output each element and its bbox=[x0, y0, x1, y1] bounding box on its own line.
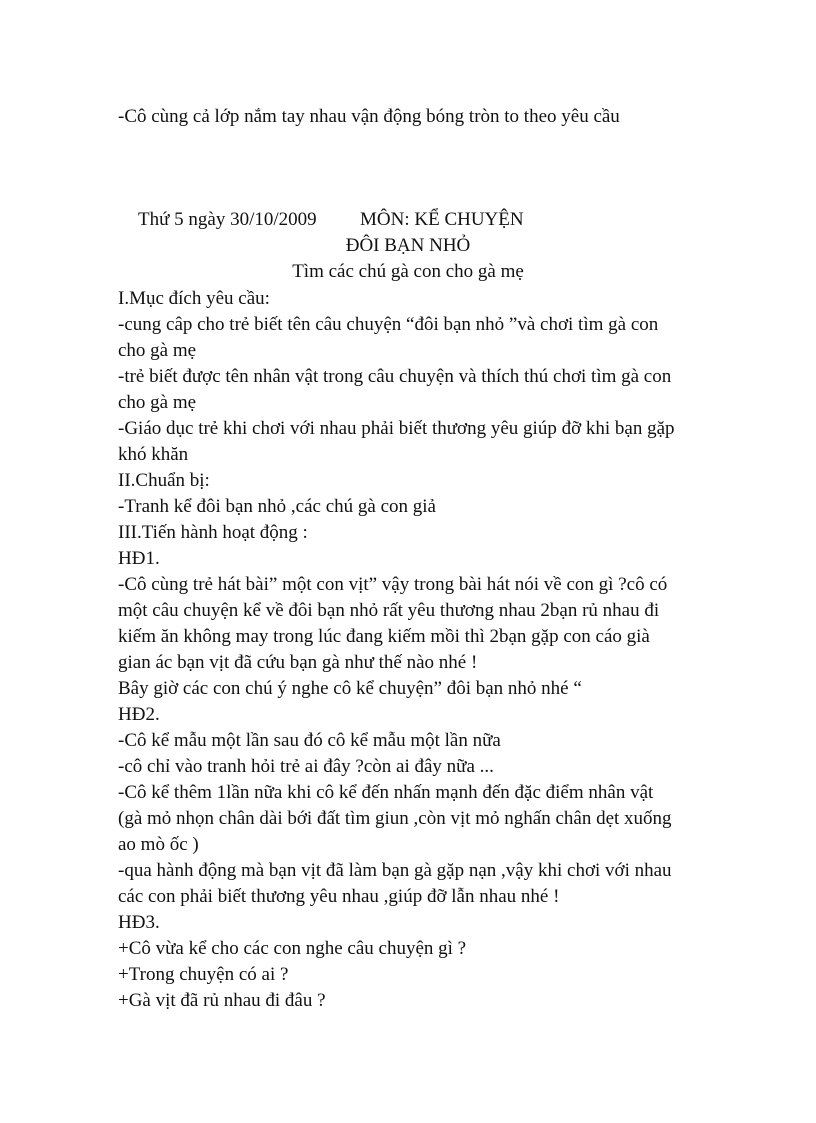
body-line: các con phải biết thương yêu nhau ,giúp đỡ lẫn nhau nhé ! bbox=[118, 886, 560, 907]
body-line: -Tranh kể đôi bạn nhỏ ,các chú gà con giả bbox=[118, 496, 436, 517]
body-line: một câu chuyện kể về đôi bạn nhỏ rất yêu thương nhau 2bạn rủ nhau đi bbox=[118, 600, 660, 621]
activity-heading: HĐ3. bbox=[118, 912, 160, 933]
body-line: cho gà mẹ bbox=[118, 392, 197, 413]
section-heading-1: I.Mục đích yêu cầu: bbox=[118, 288, 270, 309]
body-line: -Cô kể thêm 1lần nữa khi cô kể đến nhấn mạnh đến đặc điểm nhân vật bbox=[118, 782, 654, 803]
activity-heading: HĐ1. bbox=[118, 548, 160, 569]
body-line: -Cô kể mẫu một lần sau đó cô kể mẫu một lần nữa bbox=[118, 730, 501, 751]
body-line: -Giáo dục trẻ khi chơi với nhau phải biết thương yêu giúp đỡ khi bạn gặp bbox=[118, 418, 675, 439]
body-line: (gà mỏ nhọn chân dài bới đất tìm giun ,còn vịt mỏ nghấn chân dẹt xuống bbox=[118, 808, 672, 829]
story-subtitle: Tìm các chú gà con cho gà mẹ bbox=[292, 261, 524, 282]
section-heading-2: II.Chuẩn bị: bbox=[118, 470, 210, 491]
body-line: khó khăn bbox=[118, 444, 189, 465]
body-line: cho gà mẹ bbox=[118, 340, 197, 361]
lesson-date: Thứ 5 ngày 30/10/2009 bbox=[138, 209, 317, 230]
question-line: +Cô vừa kể cho các con nghe câu chuyện gì ? bbox=[118, 938, 467, 959]
body-line: ao mò ốc ) bbox=[118, 834, 199, 855]
intro-line: -Cô cùng cả lớp nắm tay nhau vận động bóng tròn to theo yêu cầu bbox=[118, 106, 620, 127]
lesson-header bbox=[138, 207, 524, 233]
body-line: -cô chỉ vào tranh hỏi trẻ ai đây ?còn ai đây nữa ... bbox=[118, 756, 494, 777]
body-line: -Cô cùng trẻ hát bài” một con vịt” vậy trong bài hát nói về con gì ?cô có bbox=[118, 574, 668, 595]
body-line: -trẻ biết được tên nhân vật trong câu chuyện và thích thú chơi tìm gà con bbox=[118, 366, 672, 387]
question-line: +Gà vịt đã rủ nhau đi đâu ? bbox=[118, 990, 326, 1011]
body-line: Bây giờ các con chú ý nghe cô kể chuyện” đôi bạn nhỏ nhé “ bbox=[118, 678, 582, 699]
question-line: +Trong chuyện có ai ? bbox=[118, 964, 289, 985]
activity-heading: HĐ2. bbox=[118, 704, 160, 725]
body-line: -cung câp cho trẻ biết tên câu chuyện “đôi bạn nhỏ ”và chơi tìm gà con bbox=[118, 314, 659, 335]
lesson-subject: MÔN: KỂ CHUYỆN bbox=[360, 209, 524, 230]
story-title: ĐÔI BẠN NHỎ bbox=[345, 235, 471, 256]
body-line: -qua hành động mà bạn vịt đã làm bạn gà gặp nạn ,vậy khi chơi với nhau bbox=[118, 860, 672, 881]
body-line: kiếm ăn không may trong lúc đang kiếm mồi thì 2bạn gặp con cáo già bbox=[118, 626, 650, 647]
section-heading-3: III.Tiến hành hoạt động : bbox=[118, 522, 308, 543]
body-line: gian ác bạn vịt đã cứu bạn gà như thế nào nhé ! bbox=[118, 652, 478, 673]
